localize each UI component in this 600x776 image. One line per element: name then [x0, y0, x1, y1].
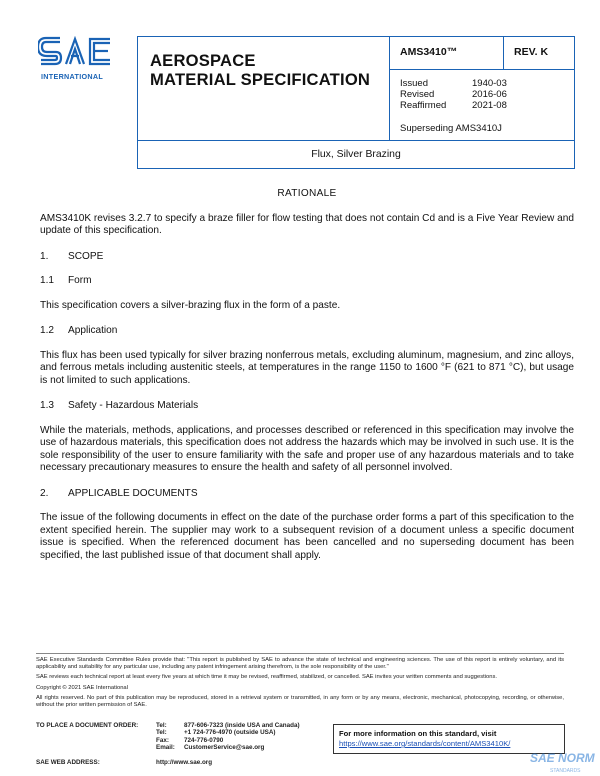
contact-value: +1 724-776-4970 (outside USA): [184, 729, 276, 737]
superseding-note: Superseding AMS3410J: [400, 123, 502, 134]
date-row-reaffirmed: [400, 100, 524, 111]
contact-value: 877-606-7323 (inside USA and Canada): [184, 722, 300, 729]
contact-key: Tel:: [156, 729, 167, 737]
web-address-link[interactable]: http://www.sae.org: [156, 759, 213, 766]
standard-url-link[interactable]: https://www.sae.org/standards/content/AMS3410K/: [339, 739, 511, 748]
document-subject: Flux, Silver Brazing: [137, 141, 575, 169]
spec-number: AMS3410™: [400, 46, 458, 58]
application-text: This flux has been used typically for silver brazing nonferrous metals, excluding aluminum, magnesium, and zinc alloys, and ferrous metals including austenitic steels, at temperatures in the range 1150 to 1600 °F (621 to 871 °C), but usage is not limited to such applications.: [40, 349, 574, 386]
contact-key: Fax:: [156, 736, 169, 744]
sae-logo-graphic: [38, 36, 122, 76]
revision-label: REV. K: [514, 46, 549, 58]
section-heading-scope: [40, 251, 574, 264]
contact-key: Tel:: [156, 722, 167, 729]
contact-key: Email:: [156, 744, 175, 752]
section-title: Form: [68, 275, 92, 286]
contact-email-link[interactable]: CustomerService@sae.org: [184, 744, 265, 752]
section-title: Application: [68, 325, 118, 336]
footer-paragraph: All rights reserved. No part of this publication may be reproduced, stored in a retrieval system or transmitted, in any form or by any means, electronic, mechanical, photocopying, recording, or otherwise, without the prior written permission of SAE.: [36, 694, 564, 709]
legal-footer: [36, 657, 564, 712]
title-line-1: AEROSPACE: [150, 51, 256, 70]
section-heading-form: [40, 275, 574, 288]
watermark-sub: STANDARDS: [550, 768, 581, 774]
footer-paragraph: SAE reviews each technical report at least every five years at which time it may be revised, reaffirmed, stabilized, or cancelled. SAE invites your written comments and suggestions.: [36, 674, 497, 681]
footer-divider: [36, 653, 564, 654]
section-heading-safety: [40, 400, 574, 413]
section-number: 2.: [40, 487, 49, 499]
section-heading-application: [40, 325, 574, 338]
contact-value: 724-776-0790: [184, 736, 224, 744]
web-label: SAE WEB ADDRESS:: [36, 759, 100, 766]
rationale-heading: RATIONALE: [277, 188, 337, 199]
section-number: 1.1: [40, 275, 55, 286]
date-row-issued: [400, 78, 524, 89]
date-value: 2021-08: [472, 100, 507, 112]
copyright: Copyright © 2021 SAE International: [36, 684, 128, 691]
sae-norm-watermark: [524, 746, 600, 776]
section-number: 1.: [40, 250, 49, 262]
date-row-revised: [400, 89, 524, 100]
date-value: 1940-03: [472, 78, 507, 89]
rationale-text: AMS3410K revises 3.2.7 to specify a braze filler for flow testing that does not contain Cd and is a Five Year Review and update of this specification.: [40, 212, 574, 236]
date-value: 2016-06: [472, 89, 507, 101]
date-label: Issued: [400, 78, 428, 89]
safety-text: While the materials, methods, applications, and processes described or referenced in this specification may involve the use of hazardous materials, this specification does not address the hazards which may be involved in such use. It is the sole responsibility of the user to ensure familiarity with the safe and proper use of any hazardous materials and to take necessary precautionary measures to ensure the health and safety of all personnel involved.: [40, 424, 574, 473]
section-heading-applicable-documents: [40, 488, 574, 501]
order-label: TO PLACE A DOCUMENT ORDER:: [36, 722, 139, 729]
watermark-text: SAE NORM: [530, 751, 595, 765]
contact-grid: [156, 722, 300, 752]
section-number: 1.2: [40, 325, 55, 336]
date-label: Revised: [400, 89, 435, 101]
header-divider: [503, 37, 504, 69]
title-line-2: MATERIAL SPECIFICATION: [150, 70, 371, 89]
section-title: Safety - Hazardous Materials: [68, 400, 199, 411]
applicable-documents-text: The issue of the following documents in effect on the date of the purchase order forms a part of this specification to the extent specified herein. The supplier may work to a subsequent revision of a document unless a specific document issue is specified. When the referenced document has been cancelled and no superseding document has been specified, the last published issue of that document shall apply.: [40, 512, 574, 561]
section-title: APPLICABLE DOCUMENTS: [68, 487, 198, 499]
footer-paragraph: SAE Executive Standards Committee Rules provide that: "This report is published by SAE to advance the state of technical and engineering sciences. The use of this report is entirely voluntary, and its applicability and suitability for any particular use, including any patent infringement arising therefrom, is the sole responsibility of the user.": [36, 657, 564, 671]
logo-subtitle: INTERNATIONAL: [41, 72, 104, 81]
form-text: This specification covers a silver-brazing flux in the form of a paste.: [40, 299, 341, 311]
section-title: SCOPE: [68, 250, 104, 262]
date-label: Reaffirmed: [400, 100, 447, 112]
header-box: [137, 36, 575, 141]
header-divider: [389, 37, 390, 141]
more-info-title: For more information on this standard, visit: [339, 729, 497, 738]
section-number: 1.3: [40, 400, 55, 411]
header-divider: [389, 69, 575, 70]
document-type-title: [150, 51, 390, 89]
date-table: [400, 78, 524, 112]
document-body: [40, 188, 574, 575]
